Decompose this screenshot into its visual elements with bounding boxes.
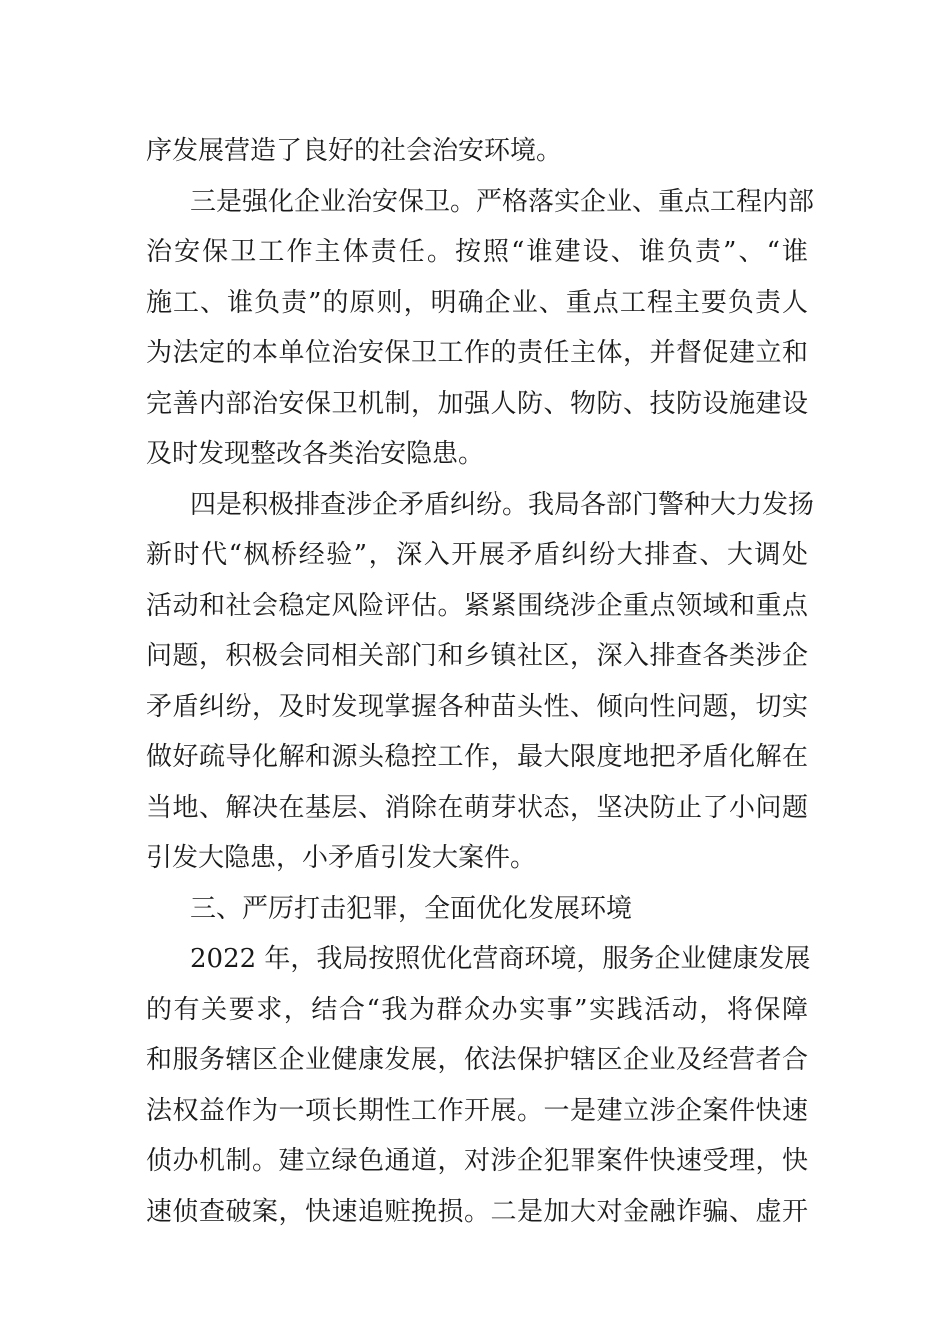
text-line: 的有关要求，结合“我为群众办实事”实践活动，将保障 xyxy=(146,994,808,1025)
text-line: 矛盾纠纷，及时发现掌握各种苗头性、倾向性问题，切实 xyxy=(146,691,808,722)
text-line: 序发展营造了良好的社会治安环境。 xyxy=(146,136,563,166)
text-line: 速侦查破案，快速追赃挽损。二是加大对金融诈骗、虚开 xyxy=(146,1196,808,1227)
text-line: 活动和社会稳定风险评估。紧紧围绕涉企重点领域和重点 xyxy=(146,590,808,621)
text-line: 治安保卫工作主体责任。按照“谁建设、谁负责”、“谁 xyxy=(146,237,808,267)
text-line: 和服务辖区企业健康发展，依法保护辖区企业及经营者合 xyxy=(146,1045,808,1075)
text-line: 问题，积极会同相关部门和乡镇社区，深入排查各类涉企 xyxy=(146,641,808,671)
paragraph-start-line: 四是积极排查涉企矛盾纠纷。我局各部门警种大力发扬 xyxy=(190,489,815,520)
text-line: 为法定的本单位治安保卫工作的责任主体，并督促建立和 xyxy=(146,338,808,368)
paragraph-start-line: 三是强化企业治安保卫。严格落实企业、重点工程内部 xyxy=(190,186,815,217)
text-line: 法权益作为一项长期性工作开展。一是建立涉企案件快速 xyxy=(146,1095,808,1126)
text-line: 引发大隐患，小矛盾引发大案件。 xyxy=(146,843,537,873)
text-line: 侦办机制。建立绿色通道，对涉企犯罪案件快速受理，快 xyxy=(146,1146,808,1176)
text-line: 新时代“枫桥经验”，深入开展矛盾纠纷大排查、大调处 xyxy=(146,540,808,570)
text-line: 施工、谁负责”的原则，明确企业、重点工程主要负责人 xyxy=(146,287,808,318)
body-text xyxy=(146,126,815,1237)
text-line: 及时发现整改各类治安隐患。 xyxy=(146,439,485,469)
paragraph-start-line: 2022 年，我局按照优化营商环境，服务企业健康发展 xyxy=(190,944,811,974)
text-line: 做好疏导化解和源头稳控工作，最大限度地把矛盾化解在 xyxy=(146,742,808,772)
section-heading: 三、严厉打击犯罪，全面优化发展环境 xyxy=(190,893,633,924)
text-line: 完善内部治安保卫机制，加强人防、物防、技防设施建设 xyxy=(146,388,808,419)
text-line: 当地、解决在基层、消除在萌芽状态，坚决防止了小问题 xyxy=(146,792,808,823)
